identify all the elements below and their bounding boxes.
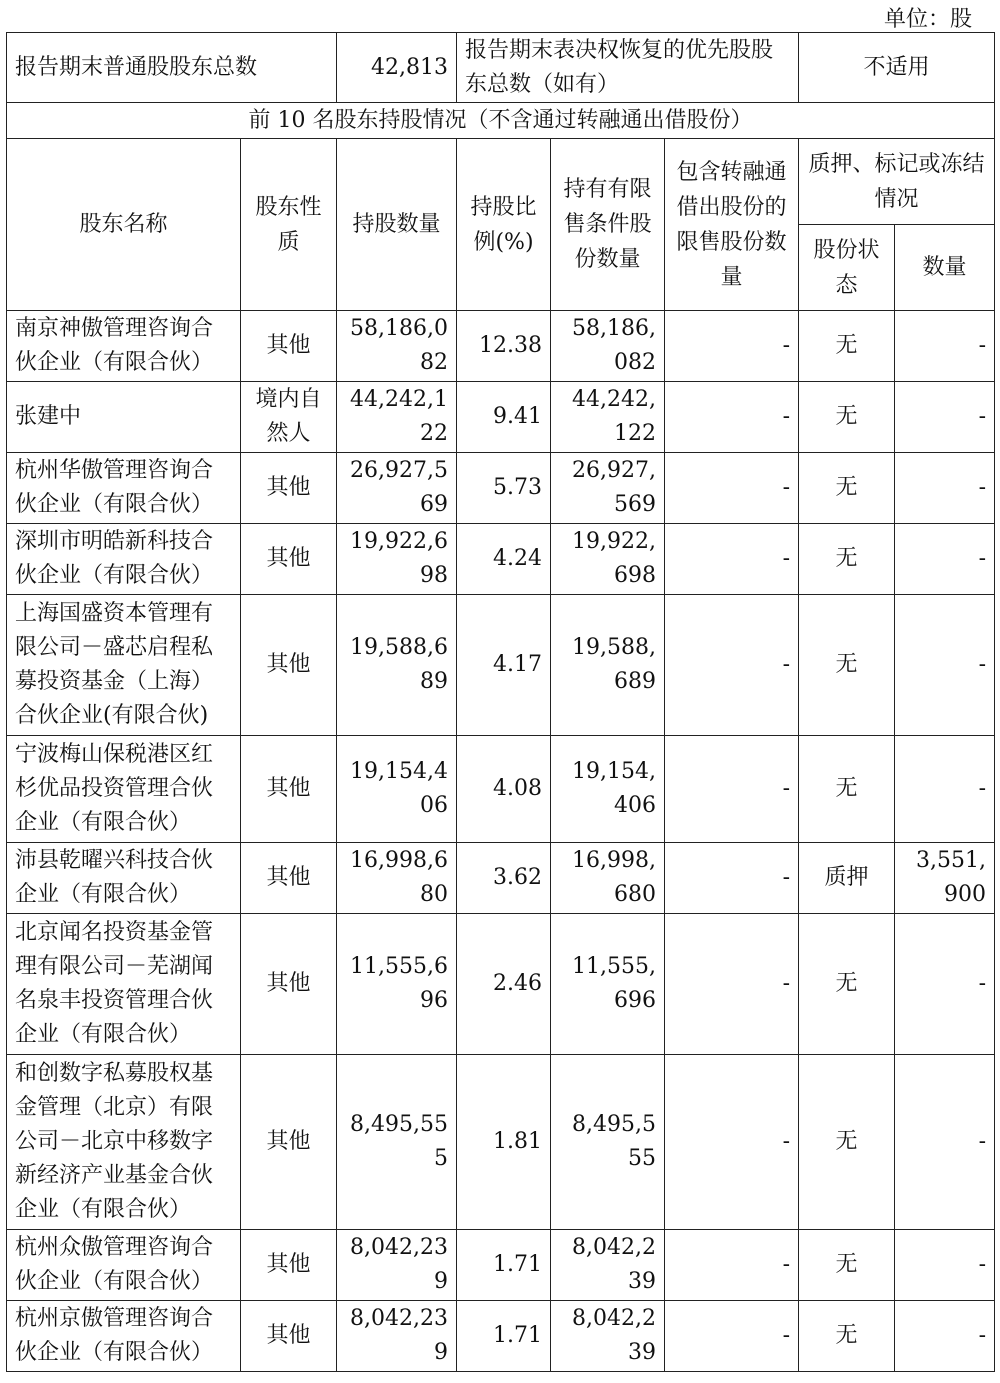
shareholder-name: 北京闻名投资基金管理有限公司－芜湖闻名泉丰投资管理合伙企业（有限合伙） bbox=[7, 914, 241, 1055]
holding-ratio: 1.71 bbox=[457, 1301, 551, 1372]
holding-ratio: 1.71 bbox=[457, 1230, 551, 1301]
restricted-shares: 44,242,122 bbox=[551, 382, 665, 453]
share-status: 无 bbox=[799, 524, 895, 595]
pledge-quantity: - bbox=[895, 453, 995, 524]
lent-restricted-shares: - bbox=[665, 1055, 799, 1230]
holding-ratio: 1.81 bbox=[457, 1055, 551, 1230]
shareholder-name: 南京神傲管理咨询合伙企业（有限合伙） bbox=[7, 311, 241, 382]
lent-restricted-shares: - bbox=[665, 1301, 799, 1372]
table-row bbox=[7, 311, 995, 382]
summary-row bbox=[7, 33, 995, 103]
pledge-quantity: - bbox=[895, 382, 995, 453]
shareholder-name: 宁波梅山保税港区红杉优品投资管理合伙企业（有限合伙） bbox=[7, 736, 241, 843]
header-shares: 持股数量 bbox=[337, 139, 457, 311]
restricted-shares: 16,998,680 bbox=[551, 843, 665, 914]
pledge-quantity: - bbox=[895, 1055, 995, 1230]
restricted-shares: 19,922,698 bbox=[551, 524, 665, 595]
shareholder-nature: 其他 bbox=[241, 1301, 337, 1372]
pledge-quantity: - bbox=[895, 311, 995, 382]
header-lent: 包含转融通借出股份的限售股份数量 bbox=[665, 139, 799, 311]
shareholder-name: 杭州京傲管理咨询合伙企业（有限合伙） bbox=[7, 1301, 241, 1372]
section-title: 前 10 名股东持股情况（不含通过转融通出借股份） bbox=[7, 103, 995, 139]
header-quantity: 数量 bbox=[895, 225, 995, 311]
lent-restricted-shares: - bbox=[665, 524, 799, 595]
pledge-quantity: - bbox=[895, 524, 995, 595]
shareholder-nature: 其他 bbox=[241, 1230, 337, 1301]
share-status: 质押 bbox=[799, 843, 895, 914]
holding-ratio: 9.41 bbox=[457, 382, 551, 453]
shareholder-nature: 其他 bbox=[241, 311, 337, 382]
shareholder-nature: 其他 bbox=[241, 843, 337, 914]
holding-ratio: 3.62 bbox=[457, 843, 551, 914]
pledge-quantity: - bbox=[895, 914, 995, 1055]
shareholder-table bbox=[6, 32, 995, 1372]
lent-restricted-shares: - bbox=[665, 595, 799, 736]
restricted-shares: 8,042,239 bbox=[551, 1301, 665, 1372]
shareholder-nature: 其他 bbox=[241, 595, 337, 736]
header-pledge-group: 质押、标记或冻结情况 bbox=[799, 139, 995, 225]
shares-held: 8,042,239 bbox=[337, 1230, 457, 1301]
holding-ratio: 4.17 bbox=[457, 595, 551, 736]
table-row bbox=[7, 1230, 995, 1301]
table-row bbox=[7, 453, 995, 524]
table-row bbox=[7, 524, 995, 595]
header-restricted: 持有有限售条件股份数量 bbox=[551, 139, 665, 311]
shares-held: 58,186,082 bbox=[337, 311, 457, 382]
holding-ratio: 5.73 bbox=[457, 453, 551, 524]
lent-restricted-shares: - bbox=[665, 453, 799, 524]
shareholder-nature: 其他 bbox=[241, 914, 337, 1055]
share-status: 无 bbox=[799, 736, 895, 843]
lent-restricted-shares: - bbox=[665, 382, 799, 453]
shareholder-name: 沛县乾曜兴科技合伙企业（有限合伙） bbox=[7, 843, 241, 914]
holding-ratio: 4.24 bbox=[457, 524, 551, 595]
lent-restricted-shares: - bbox=[665, 843, 799, 914]
share-status: 无 bbox=[799, 1055, 895, 1230]
shares-held: 19,154,406 bbox=[337, 736, 457, 843]
shares-held: 19,588,689 bbox=[337, 595, 457, 736]
shares-held: 19,922,698 bbox=[337, 524, 457, 595]
unit-label: 单位：股 bbox=[883, 7, 972, 32]
shareholder-name: 张建中 bbox=[7, 382, 241, 453]
table-row bbox=[7, 382, 995, 453]
shareholder-name: 深圳市明皓新科技合伙企业（有限合伙） bbox=[7, 524, 241, 595]
restricted-shares: 19,154,406 bbox=[551, 736, 665, 843]
shares-held: 8,495,555 bbox=[337, 1055, 457, 1230]
restricted-shares: 8,042,239 bbox=[551, 1230, 665, 1301]
share-status: 无 bbox=[799, 595, 895, 736]
restricted-shares: 11,555,696 bbox=[551, 914, 665, 1055]
holding-ratio: 2.46 bbox=[457, 914, 551, 1055]
header-ratio: 持股比例(%) bbox=[457, 139, 551, 311]
header-status: 股份状态 bbox=[799, 225, 895, 311]
shareholder-nature: 其他 bbox=[241, 524, 337, 595]
table-row bbox=[7, 595, 995, 736]
share-status: 无 bbox=[799, 311, 895, 382]
share-status: 无 bbox=[799, 1301, 895, 1372]
lent-restricted-shares: - bbox=[665, 914, 799, 1055]
restricted-shares: 8,495,555 bbox=[551, 1055, 665, 1230]
table-row bbox=[7, 736, 995, 843]
restricted-shares: 58,186,082 bbox=[551, 311, 665, 382]
shares-held: 16,998,680 bbox=[337, 843, 457, 914]
shareholder-nature: 境内自然人 bbox=[241, 382, 337, 453]
lent-restricted-shares: - bbox=[665, 311, 799, 382]
header-row-1 bbox=[7, 139, 995, 225]
shares-held: 26,927,569 bbox=[337, 453, 457, 524]
pledge-quantity: - bbox=[895, 595, 995, 736]
shares-held: 8,042,239 bbox=[337, 1301, 457, 1372]
restricted-shares: 19,588,689 bbox=[551, 595, 665, 736]
share-status: 无 bbox=[799, 382, 895, 453]
table-row bbox=[7, 914, 995, 1055]
pledge-quantity: - bbox=[895, 1301, 995, 1372]
shareholder-name: 杭州华傲管理咨询合伙企业（有限合伙） bbox=[7, 453, 241, 524]
preferred-label: 报告期末表决权恢复的优先股股东总数（如有） bbox=[457, 33, 799, 103]
table-row bbox=[7, 843, 995, 914]
share-status: 无 bbox=[799, 453, 895, 524]
table-row bbox=[7, 1055, 995, 1230]
share-status: 无 bbox=[799, 1230, 895, 1301]
shareholder-name: 上海国盛资本管理有限公司－盛芯启程私募投资基金（上海）合伙企业(有限合伙) bbox=[7, 595, 241, 736]
shareholder-name: 和创数字私募股权基金管理（北京）有限公司－北京中移数字新经济产业基金合伙企业（有限合伙） bbox=[7, 1055, 241, 1230]
shareholder-nature: 其他 bbox=[241, 736, 337, 843]
lent-restricted-shares: - bbox=[665, 736, 799, 843]
total-common-value: 42,813 bbox=[337, 33, 457, 103]
share-status: 无 bbox=[799, 914, 895, 1055]
header-nature: 股东性质 bbox=[241, 139, 337, 311]
pledge-quantity: - bbox=[895, 1230, 995, 1301]
header-name: 股东名称 bbox=[7, 139, 241, 311]
pledge-quantity: - bbox=[895, 736, 995, 843]
restricted-shares: 26,927,569 bbox=[551, 453, 665, 524]
section-title-row bbox=[7, 103, 995, 139]
shareholder-nature: 其他 bbox=[241, 1055, 337, 1230]
table-row bbox=[7, 1301, 995, 1372]
holding-ratio: 4.08 bbox=[457, 736, 551, 843]
shareholder-nature: 其他 bbox=[241, 453, 337, 524]
lent-restricted-shares: - bbox=[665, 1230, 799, 1301]
holding-ratio: 12.38 bbox=[457, 311, 551, 382]
pledge-quantity: 3,551,900 bbox=[895, 843, 995, 914]
preferred-value: 不适用 bbox=[799, 33, 995, 103]
shares-held: 44,242,122 bbox=[337, 382, 457, 453]
shares-held: 11,555,696 bbox=[337, 914, 457, 1055]
total-common-label: 报告期末普通股股东总数 bbox=[7, 33, 337, 103]
shareholder-name: 杭州众傲管理咨询合伙企业（有限合伙） bbox=[7, 1230, 241, 1301]
